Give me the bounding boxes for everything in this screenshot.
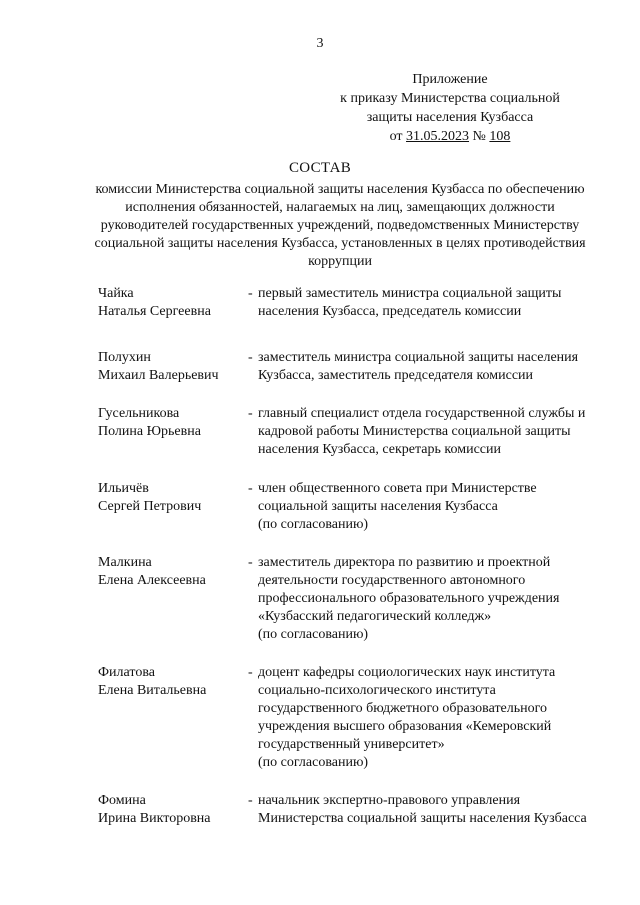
member-given-name: Сергей Петрович <box>98 499 202 514</box>
member-role <box>258 664 598 772</box>
member-dash: - <box>248 406 253 421</box>
member-given-name: Полина Юрьевна <box>98 424 201 439</box>
member-name <box>98 285 248 321</box>
member-surname: Малкина <box>98 555 152 570</box>
member-role-text: первый заместитель министра социальной защиты населения Кузбасса, председатель комиссии <box>258 286 562 319</box>
appendix-number-sign: № <box>472 129 486 144</box>
member-row <box>98 554 608 644</box>
member-role-text: заместитель директора по развитию и проектной деятельности государственного автономного профессионального образовательного учреждения «Кузбасский педагогический колледж» <box>258 555 560 624</box>
member-surname: Ильичёв <box>98 481 149 496</box>
member-role-text: начальник экспертно-правового управления Министерства социальной защиты населения Кузбасса <box>258 793 587 826</box>
member-note: (по согласованию) <box>258 627 369 642</box>
member-surname: Полухин <box>98 350 151 365</box>
member-role <box>258 285 598 321</box>
member-given-name: Елена Витальевна <box>98 683 207 698</box>
member-given-name: Наталья Сергеевна <box>98 304 211 319</box>
member-note: (по согласованию) <box>258 755 369 770</box>
appendix-number: 108 <box>489 129 511 144</box>
member-role <box>258 405 598 459</box>
member-surname: Филатова <box>98 665 155 680</box>
member-given-name: Михаил Валерьевич <box>98 368 219 383</box>
appendix-title: Приложение <box>412 72 488 87</box>
member-name <box>98 664 248 772</box>
member-role-text: доцент кафедры социологических наук института социально-психологического института государственного бюджетного образовательного учреждения высшего образования «Кемеровский государственный университет» <box>258 665 556 752</box>
member-role-text: заместитель министра социальной защиты населения Кузбасса, заместитель председателя комиссии <box>258 350 579 383</box>
member-row <box>98 664 608 772</box>
member-note: (по согласованию) <box>258 517 369 532</box>
member-name <box>98 480 248 534</box>
member-dash: - <box>248 555 253 570</box>
member-dash: - <box>248 286 253 301</box>
appendix-from-label: от <box>389 129 403 144</box>
member-row <box>98 405 608 459</box>
document-subtitle: комиссии Министерства социальной защиты населения Кузбасса по обеспечению исполнения обязанностей, налагаемых на лиц, замещающих должности руководителей государственных учреждений, подведомственных Министерству социальной защиты населения Кузбасса, установленных в целях противодействия коррупции <box>94 182 586 269</box>
member-surname: Фомина <box>98 793 146 808</box>
member-row <box>98 349 608 385</box>
member-name <box>98 554 248 644</box>
appendix-date: 31.05.2023 <box>406 129 470 144</box>
member-given-name: Елена Алексеевна <box>98 573 206 588</box>
document-title: СОСТАВ <box>288 160 352 176</box>
members-list <box>98 285 608 828</box>
member-dash: - <box>248 350 253 365</box>
member-surname: Чайка <box>98 286 134 301</box>
member-row <box>98 285 608 321</box>
member-role <box>258 349 598 385</box>
member-dash: - <box>248 481 253 496</box>
member-role-text: член общественного совета при Министерстве социальной защиты населения Кузбасса <box>258 481 537 514</box>
member-role <box>258 792 598 828</box>
member-name <box>98 349 248 385</box>
appendix-order-ref: к приказу Министерства социальной <box>340 91 560 106</box>
appendix-block <box>300 70 600 146</box>
appendix-date-line <box>300 127 600 146</box>
member-name <box>98 792 248 828</box>
member-row <box>98 792 608 828</box>
member-dash: - <box>248 793 253 808</box>
member-row <box>98 480 608 534</box>
member-role <box>258 480 598 534</box>
member-surname: Гусельникова <box>98 406 180 421</box>
member-name <box>98 405 248 459</box>
member-given-name: Ирина Викторовна <box>98 811 211 826</box>
page-number: 3 <box>316 36 324 51</box>
member-role <box>258 554 598 644</box>
appendix-ministry: защиты населения Кузбасса <box>366 110 534 125</box>
member-role-text: главный специалист отдела государственной службы и кадровой работы Министерства социальной защиты населения Кузбасса, секретарь комиссии <box>258 406 586 457</box>
member-dash: - <box>248 665 253 680</box>
